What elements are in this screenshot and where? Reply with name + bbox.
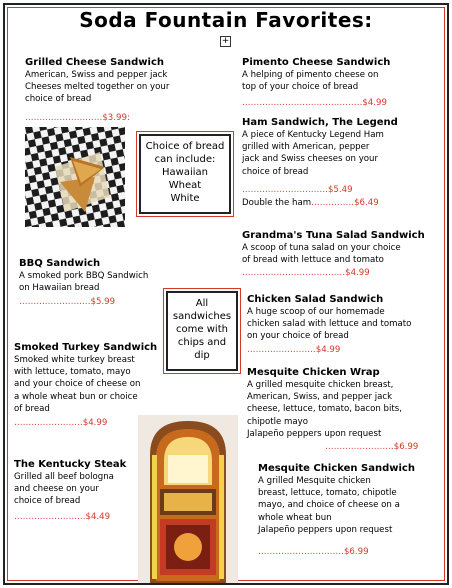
extra-price: ……………$6.49 [311, 198, 379, 209]
menu-item-kentucky-steak [14, 458, 144, 523]
item-price: …………………….$4.49 [14, 511, 111, 522]
item-description: A piece of Kentucky Legend Ham grilled with American, pepper jack and Swiss cheeses on your choice of bread [242, 130, 384, 177]
item-description: A helping of pimento cheese on top of your choice of bread [242, 70, 379, 93]
item-price: …………………………$6.99 [258, 547, 369, 558]
item-name: Chicken Salad Sandwich [247, 294, 384, 305]
plus-box-icon[interactable]: + [221, 36, 230, 46]
jukebox-photo [138, 415, 238, 583]
menu-item-chicken-salad [247, 293, 447, 356]
extra-label: Double the ham [242, 198, 312, 209]
item-name: Ham Sandwich, The Legend [242, 117, 398, 128]
menu-item-mesquite-sandwich [258, 462, 443, 558]
sides-callout: All sandwiches come with chips and dip [166, 291, 238, 371]
menu-item-tuna-salad [242, 229, 447, 280]
item-name: Smoked Turkey Sandwich [14, 342, 158, 353]
item-name: Grandma's Tuna Salad Sandwich [242, 230, 425, 241]
item-name: Mesquite Chicken Sandwich [258, 463, 415, 474]
item-description: A scoop of tuna salad on your choice of bread with lettuce and tomato [242, 243, 401, 266]
item-description: American, Swiss and pepper jack Cheeses melted together on your choice of bread [25, 70, 170, 105]
item-name: Grilled Cheese Sandwich [25, 57, 165, 68]
page-title: Soda Fountain Favorites: [79, 8, 373, 32]
item-description: A huge scoop of our homemade chicken salad with lettuce and tomato on your choice of bread [247, 307, 412, 342]
item-name: Pimento Cheese Sandwich [242, 57, 391, 68]
item-description: Grilled all beef bologna and cheese on your choice of bread [14, 472, 114, 507]
item-price: ……………………………………$4.99 [242, 98, 387, 109]
item-price: ……………………$4.99 [14, 418, 108, 429]
item-description: A smoked pork BBQ Sandwich on Hawaiian bread [19, 271, 149, 294]
menu-item-ham [242, 116, 442, 209]
item-price: …………………….$5.99 [19, 297, 116, 308]
item-description: A grilled mesquite chicken breast, American, Swiss, and pepper jack cheese, lettuce, tomato, bacon bits, chipotle mayo Jalapeño peppers upon request [247, 380, 402, 439]
ham-double-row [242, 197, 442, 209]
item-price: ………………………………$4.99 [242, 268, 370, 279]
item-price: ………………………$3.99: [25, 112, 130, 123]
bread-choice-callout: Choice of bread can include: Hawaiian Wheat White [139, 134, 231, 214]
item-price: ……………………$4.99 [247, 344, 341, 355]
grilled-cheese-photo [25, 127, 125, 227]
menu-item-pimento-cheese [242, 56, 442, 110]
item-name: The Kentucky Steak [14, 459, 127, 470]
item-name: BBQ Sandwich [19, 258, 101, 269]
menu-item-grilled-cheese [25, 56, 215, 124]
item-description: A grilled Mesquite chicken breast, lettuce, tomato, chipotle mayo, and choice of cheese on a whole wheat bun Jalapeño peppers upon request [258, 476, 400, 535]
item-price: …………………………$5.49 [242, 184, 353, 195]
menu-item-mesquite-wrap [247, 366, 447, 453]
item-price: ……………………$6.99 [325, 442, 419, 453]
item-name: Mesquite Chicken Wrap [247, 367, 380, 378]
item-description: Smoked white turkey breast with lettuce, tomato, mayo and your choice of cheese on a whole wheat bun or choice of bread [14, 355, 141, 414]
